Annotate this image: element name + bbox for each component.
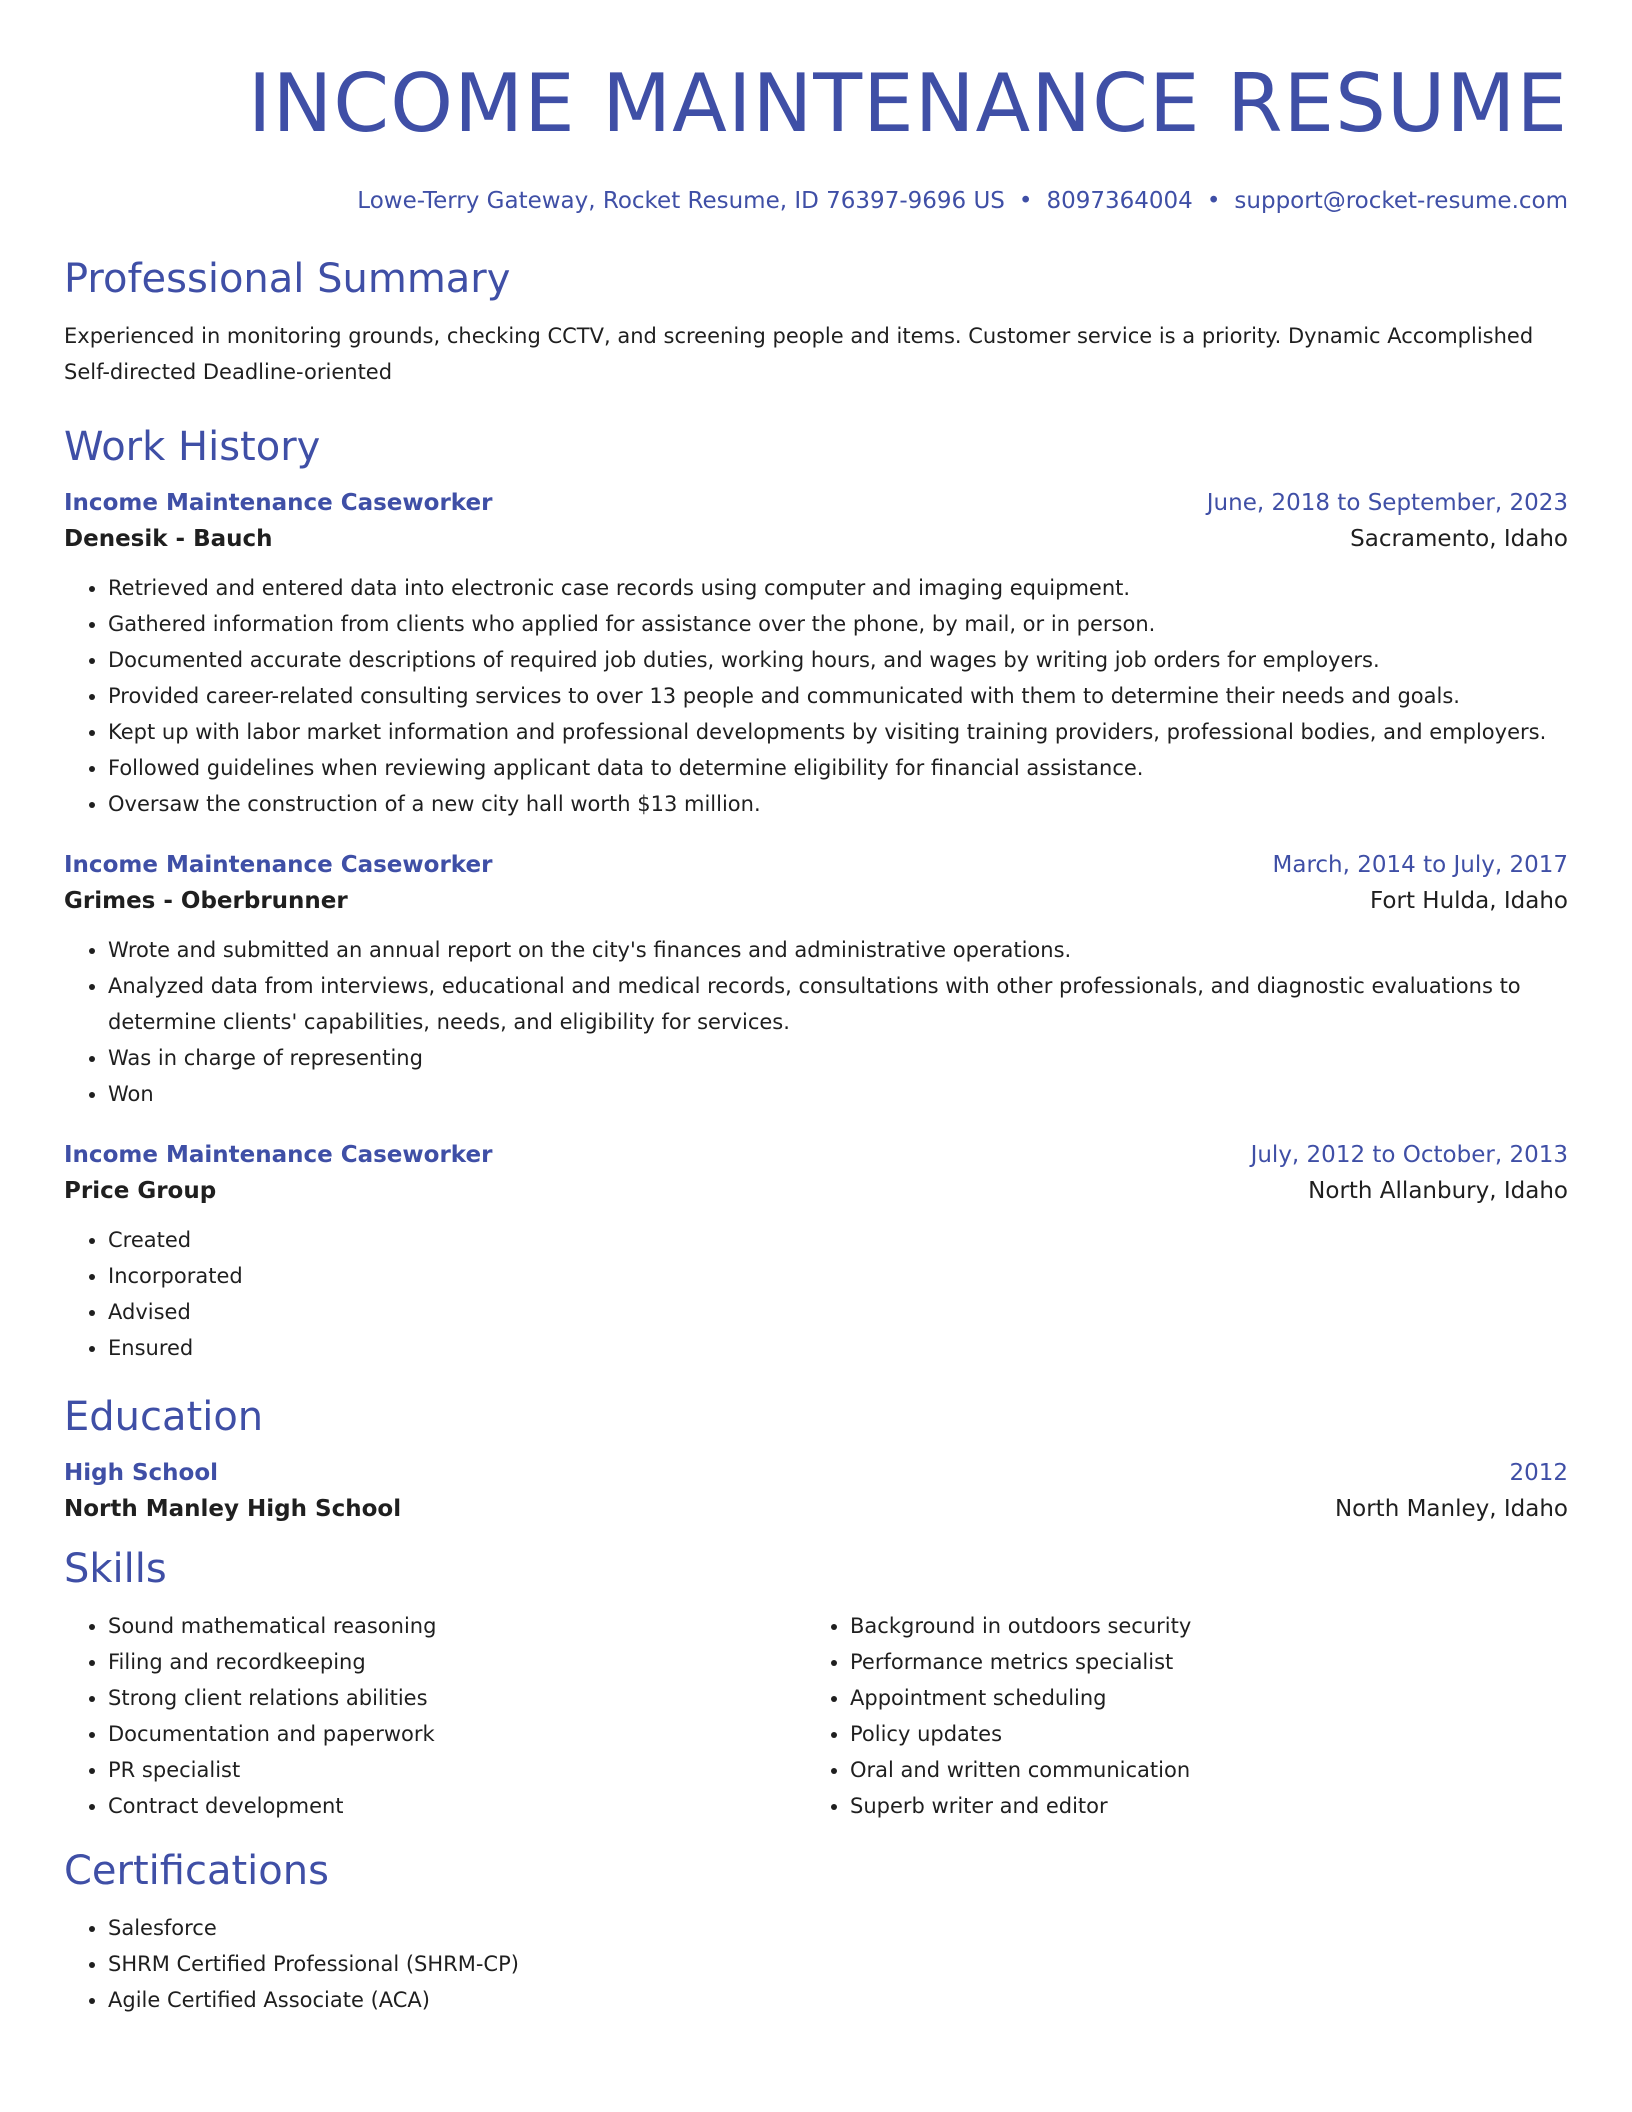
list-item: • Agile Certified Associate (ACA) bbox=[108, 1982, 1568, 2018]
skills-grid bbox=[64, 1608, 1568, 1824]
contact-separator: • bbox=[1206, 188, 1221, 214]
list-item: • Created bbox=[108, 1222, 1568, 1258]
job-dates: July, 2012 to October, 2013 bbox=[1250, 1142, 1568, 1168]
list-item: • Contract development bbox=[108, 1788, 806, 1824]
list-item: • Followed guidelines when reviewing applicant data to determine eligibility for financial assistance. bbox=[108, 750, 1568, 786]
list-item: • Documented accurate descriptions of required job duties, working hours, and wages by writing job orders for employers. bbox=[108, 642, 1568, 678]
job-location: Sacramento, Idaho bbox=[1350, 526, 1568, 552]
list-item: • Advised bbox=[108, 1294, 1568, 1330]
list-item: • Was in charge of representing bbox=[108, 1040, 1568, 1076]
list-item: • PR specialist bbox=[108, 1752, 806, 1788]
section-heading-skills: Skills bbox=[64, 1546, 167, 1592]
list-item: • Won bbox=[108, 1076, 1568, 1112]
job-title: Income Maintenance Caseworker bbox=[64, 490, 493, 516]
education-year: 2012 bbox=[1509, 1460, 1568, 1486]
skills-list-right bbox=[806, 1608, 1548, 1824]
education-school: North Manley High School bbox=[64, 1496, 402, 1522]
section-heading-certifications: Certifications bbox=[64, 1848, 329, 1894]
list-item: • Incorporated bbox=[108, 1258, 1568, 1294]
contact-phone: 8097364004 bbox=[1046, 188, 1193, 214]
section-heading-work: Work History bbox=[64, 424, 321, 470]
list-item: • Performance metrics specialist bbox=[850, 1644, 1548, 1680]
section-heading-summary: Professional Summary bbox=[64, 256, 511, 302]
education-degree: High School bbox=[64, 1460, 219, 1486]
job-subheader bbox=[64, 888, 1568, 914]
job-header bbox=[64, 490, 1568, 516]
list-item: • Provided career-related consulting services to over 13 people and communicated with them to determine their needs and goals. bbox=[108, 678, 1568, 714]
job-company: Denesik - Bauch bbox=[64, 526, 273, 552]
job-title: Income Maintenance Caseworker bbox=[64, 1142, 493, 1168]
job-entry bbox=[64, 852, 1568, 1112]
job-title: Income Maintenance Caseworker bbox=[64, 852, 493, 878]
list-item: • Oral and written communication bbox=[850, 1752, 1548, 1788]
list-item: • Salesforce bbox=[108, 1910, 1568, 1946]
job-location: North Allanbury, Idaho bbox=[1308, 1178, 1568, 1204]
skills-column-right bbox=[806, 1608, 1548, 1824]
job-header bbox=[64, 852, 1568, 878]
list-item: • Sound mathematical reasoning bbox=[108, 1608, 806, 1644]
job-bullets bbox=[64, 570, 1568, 822]
list-item: • Filing and recordkeeping bbox=[108, 1644, 806, 1680]
job-company: Grimes - Oberbrunner bbox=[64, 888, 348, 914]
list-item: • Gathered information from clients who applied for assistance over the phone, by mail, or in person. bbox=[108, 606, 1568, 642]
job-header bbox=[64, 1142, 1568, 1168]
job-location: Fort Hulda, Idaho bbox=[1370, 888, 1568, 914]
list-item: • SHRM Certified Professional (SHRM-CP) bbox=[108, 1946, 1568, 1982]
list-item: • Policy updates bbox=[850, 1716, 1548, 1752]
education-header bbox=[64, 1460, 1568, 1486]
education-subheader bbox=[64, 1496, 1568, 1522]
list-item: • Retrieved and entered data into electronic case records using computer and imaging equipment. bbox=[108, 570, 1568, 606]
education-location: North Manley, Idaho bbox=[1334, 1496, 1568, 1522]
list-item: • Analyzed data from interviews, educational and medical records, consultations with other professionals, and diagnostic evaluations to determine clients' capabilities, needs, and eligibility for services. bbox=[108, 968, 1568, 1040]
job-subheader bbox=[64, 1178, 1568, 1204]
job-subheader bbox=[64, 526, 1568, 552]
list-item: • Kept up with labor market information and professional developments by visiting training providers, professional bodies, and employers. bbox=[108, 714, 1568, 750]
contact-line bbox=[64, 188, 1568, 214]
list-item: • Appointment scheduling bbox=[850, 1680, 1548, 1716]
education-entry bbox=[64, 1460, 1568, 1522]
list-item: • Superb writer and editor bbox=[850, 1788, 1548, 1824]
resume-title: INCOME MAINTENANCE RESUME bbox=[247, 57, 1568, 150]
list-item: • Documentation and paperwork bbox=[108, 1716, 806, 1752]
job-company: Price Group bbox=[64, 1178, 217, 1204]
list-item: • Oversaw the construction of a new city hall worth $13 million. bbox=[108, 786, 1568, 822]
list-item: • Background in outdoors security bbox=[850, 1608, 1548, 1644]
section-heading-education: Education bbox=[64, 1394, 264, 1440]
list-item: • Ensured bbox=[108, 1330, 1568, 1366]
job-dates: March, 2014 to July, 2017 bbox=[1272, 852, 1568, 878]
certifications-list bbox=[64, 1910, 1568, 2018]
skills-column-left bbox=[64, 1608, 806, 1824]
contact-separator: • bbox=[1018, 188, 1033, 214]
contact-address: Lowe-Terry Gateway, Rocket Resume, ID 76397-9696 US bbox=[357, 188, 1005, 214]
job-entry bbox=[64, 1142, 1568, 1366]
job-dates: June, 2018 to September, 2023 bbox=[1206, 490, 1568, 516]
job-bullets bbox=[64, 1222, 1568, 1366]
summary-text: Experienced in monitoring grounds, checking CCTV, and screening people and items. Customer service is a priority. Dynamic Accomplished Self-directed Deadline-oriented bbox=[64, 324, 1534, 384]
skills-list-left bbox=[64, 1608, 806, 1824]
list-item: • Wrote and submitted an annual report on the city's finances and administrative operations. bbox=[108, 932, 1568, 968]
job-bullets bbox=[64, 932, 1568, 1112]
list-item: • Strong client relations abilities bbox=[108, 1680, 806, 1716]
contact-email: support@rocket-resume.com bbox=[1234, 188, 1568, 214]
job-entry bbox=[64, 490, 1568, 822]
